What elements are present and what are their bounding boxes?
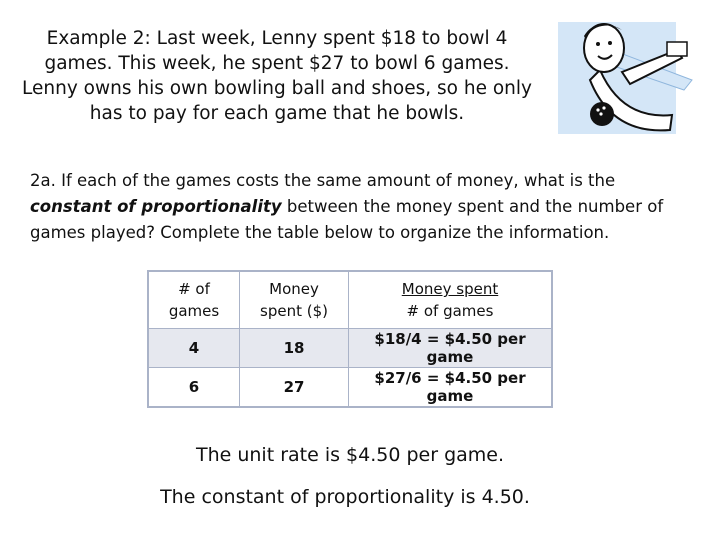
header-money-line1: Money (269, 280, 319, 298)
unit-rate-statement: The unit rate is $4.50 per game. (195, 444, 505, 466)
proportionality-table (147, 270, 553, 408)
cell-spent: 27 (240, 368, 349, 408)
header-games-line2: games (168, 302, 220, 320)
header-games-line1: # of (178, 280, 210, 298)
example-statement: Example 2: Last week, Lenny spent $18 to bowl 4 games. This week, he spent $27 to bowl 6 games. Lenny owns his own bowling ball and shoes, so he only has to pay for each game that he bowls. (22, 28, 532, 124)
cell-spent: 18 (240, 329, 349, 368)
question-emphasis: constant of proportionality (30, 197, 282, 216)
cell-rate: $18/4 = $4.50 per game (349, 329, 553, 368)
constant-statement: The constant of proportionality is 4.50. (160, 486, 530, 508)
header-ratio-denominator: # of games (406, 302, 494, 320)
cell-games: 4 (148, 329, 240, 368)
question-2a (30, 168, 700, 246)
header-games (148, 271, 240, 329)
question-text-after: between the money spent and the number of games played? Complete the table below to organize the information. (30, 197, 664, 242)
header-ratio (349, 271, 553, 329)
table-header-row (148, 271, 552, 329)
header-ratio-numerator: Money spent (401, 280, 499, 298)
header-money (240, 271, 349, 329)
header-money-line2: spent ($) (260, 302, 328, 320)
question-text-before: 2a. If each of the games costs the same amount of money, what is the (30, 171, 616, 190)
table-row (148, 368, 552, 408)
cell-rate: $27/6 = $4.50 per game (349, 368, 553, 408)
bowler-clipart-icon (552, 10, 702, 140)
cell-games: 6 (148, 368, 240, 408)
table-row (148, 329, 552, 368)
